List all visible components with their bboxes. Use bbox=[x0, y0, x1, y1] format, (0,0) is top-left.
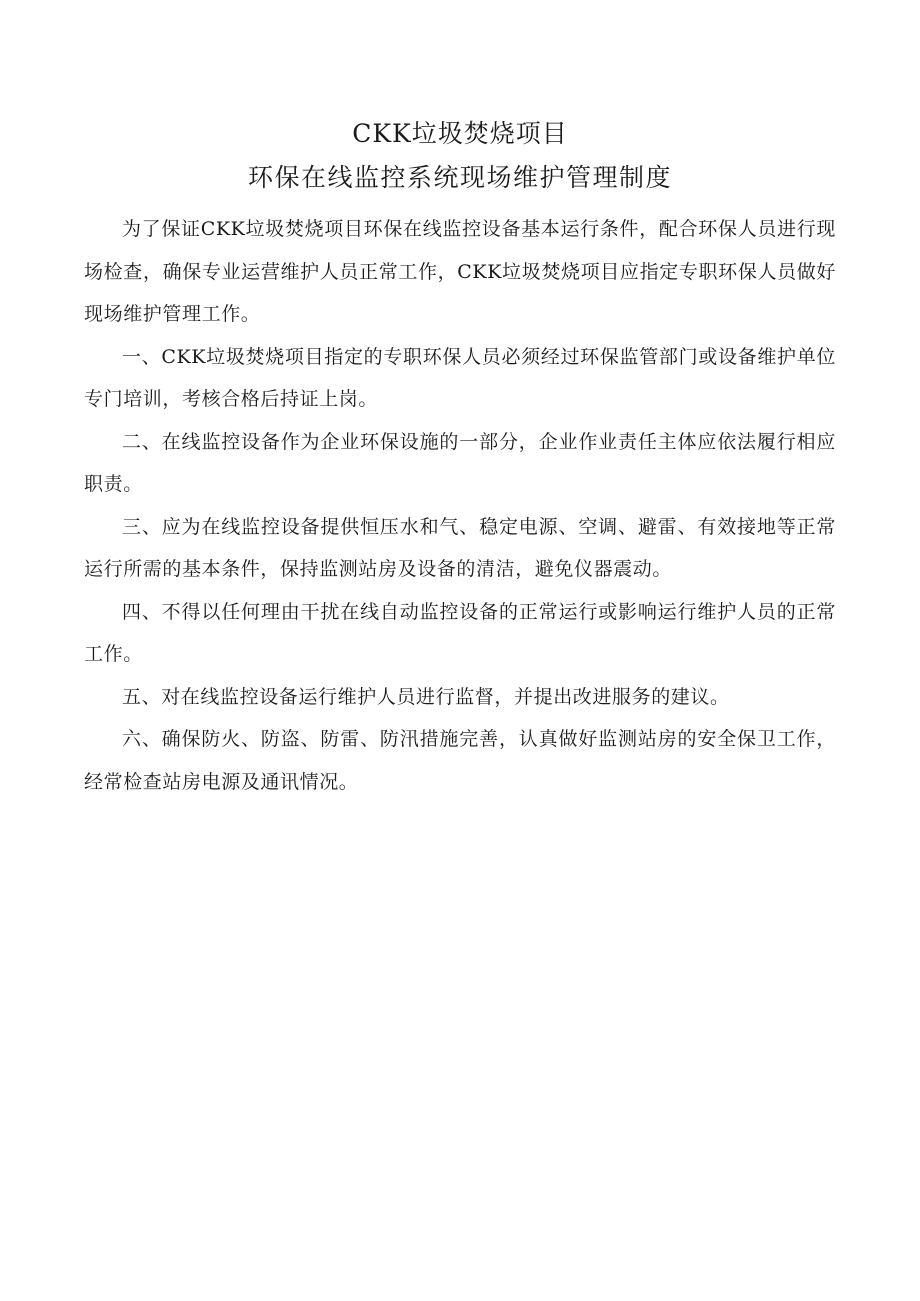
title-line-project: CKK垃圾焚烧项目 bbox=[352, 119, 568, 148]
paragraph-item-2: 二、在线监控设备作为企业环保设施的一部分，企业作业责任主体应依法履行相应职责。 bbox=[84, 430, 836, 495]
paragraph-item-1: 一、CKK垃圾焚烧项目指定的专职环保人员必须经过环保监管部门或设备维护单位专门培训，考核合格后持证上岗。 bbox=[84, 345, 836, 410]
document-title bbox=[0, 112, 920, 200]
title-line-regulation: 环保在线监控系统现场维护管理制度 bbox=[247, 163, 672, 192]
paragraph-item-5: 五、对在线监控设备运行维护人员进行监督，并提出改进服务的建议。 bbox=[122, 685, 730, 708]
paragraph-intro: 为了保证CKK垃圾焚烧项目环保在线监控设备基本运行条件，配合环保人员进行现场检查，确保专业运营维护人员正常工作，CKK垃圾焚烧项目应指定专职环保人员做好现场维护管理工作。 bbox=[84, 218, 836, 325]
paragraph-item-6: 六、确保防火、防盗、防雷、防汛措施完善，认真做好监测站房的安全保卫工作，经常检查站房电源及通讯情况。 bbox=[84, 728, 836, 793]
paragraph-item-4: 四、不得以任何理由干扰在线自动监控设备的正常运行或影响运行维护人员的正常工作。 bbox=[84, 600, 836, 665]
document-body bbox=[84, 208, 836, 803]
paragraph-item-3: 三、应为在线监控设备提供恒压水和气、稳定电源、空调、避雷、有效接地等正常运行所需的基本条件，保持监测站房及设备的清洁，避免仪器震动。 bbox=[84, 515, 836, 580]
